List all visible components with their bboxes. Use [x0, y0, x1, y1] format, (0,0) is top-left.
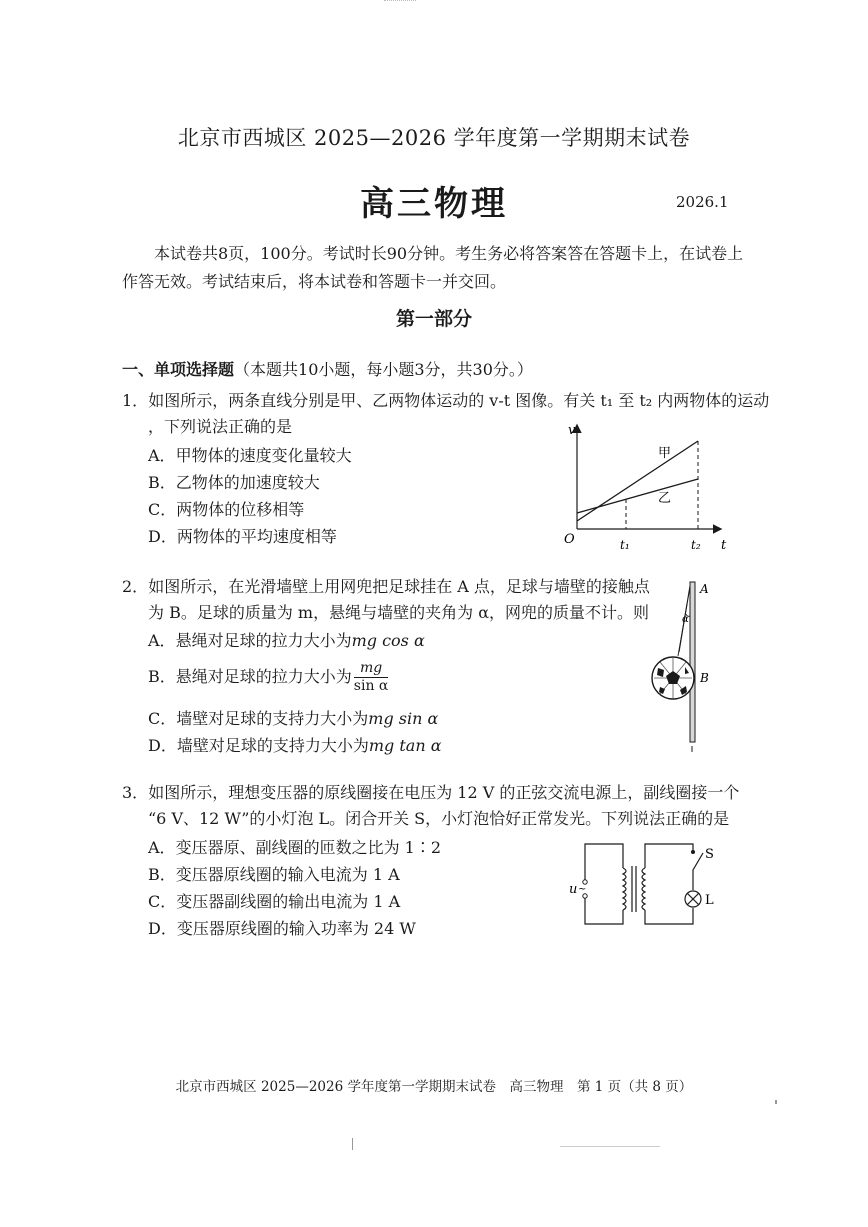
- option-text: 变压器副线圈的输出电流为 1 A: [176, 892, 401, 911]
- question-text: 如图所示，两条直线分别是甲、乙两物体运动的 v-t 图像。有关 t₁ 至 t₂ 内两物体的运动: [148, 391, 770, 410]
- option-text: 墙壁对足球的支持力大小为: [176, 709, 369, 728]
- option-label: D．: [148, 527, 177, 546]
- question-number: 3．: [122, 783, 149, 802]
- line-jia: [577, 441, 698, 521]
- alpha-label: α: [682, 614, 689, 625]
- scan-mark: [352, 1138, 353, 1150]
- question-2-stem: [122, 574, 650, 600]
- question-1-option-b: [148, 470, 320, 493]
- yi-label: 乙: [658, 491, 672, 506]
- switch-s: [693, 853, 703, 890]
- secondary-wire-top: [645, 844, 693, 868]
- net-line: [678, 604, 687, 656]
- question-3-option-c: [148, 889, 400, 912]
- ac-symbol: ~: [578, 884, 587, 895]
- option-text: 两物体的位移相等: [176, 500, 305, 519]
- question-3-stem: [122, 780, 739, 806]
- wall: [690, 582, 695, 742]
- option-text: 甲物体的速度变化量较大: [175, 446, 352, 465]
- source-u-label: u: [569, 882, 578, 897]
- question-1-option-a: [148, 443, 352, 466]
- scan-mark: [384, 0, 416, 2]
- exam-instructions: 本试卷共8页，100分。考试时长90分钟。考生务必将答案答在答题卡上，在试卷上作答无效。考试结束后，将本试卷和答题卡一并交回。: [122, 244, 744, 291]
- option-label: A．: [148, 838, 176, 857]
- option-label: B．: [148, 865, 176, 884]
- question-3-option-d: [148, 916, 416, 939]
- question-text: 如图所示，理想变压器的原线圈接在电压为 12 V 的正弦交流电源上，副线圈接一个: [148, 783, 740, 802]
- primary-wire-bottom: [585, 898, 623, 924]
- primary-coil: [623, 868, 626, 910]
- option-text: 乙物体的加速度较大: [175, 473, 320, 492]
- option-text: 两物体的平均速度相等: [176, 527, 337, 546]
- page-footer: 北京市西城区 2025—2026 学年度第一学期期末试卷 高三物理 第 1 页（共 8 页）: [175, 1079, 693, 1095]
- option-formula: mg cos α: [351, 631, 425, 650]
- option-label: C．: [148, 709, 177, 728]
- question-number: 1．: [122, 391, 149, 410]
- question-1-option-d: [148, 524, 337, 547]
- exam-title: 北京市西城区 2025—2026 学年度第一学期期末试卷: [177, 126, 691, 150]
- point-a-label: A: [700, 582, 709, 596]
- option-label: C．: [148, 500, 177, 519]
- switch-pivot: [691, 850, 695, 854]
- option-fraction: [354, 660, 389, 695]
- question-3-stem-cont: “6 V、12 W”的小灯泡 L。闭合开关 S，小灯泡恰好正常发光。下列说法正确的是: [148, 809, 730, 828]
- jia-label: 甲: [658, 446, 672, 461]
- option-label: D．: [148, 736, 177, 755]
- question-2-option-b: [148, 660, 388, 695]
- option-label: A．: [148, 631, 176, 650]
- option-label: C．: [148, 892, 177, 911]
- point-b-label: B: [700, 671, 709, 685]
- question-1-option-c: [148, 497, 304, 520]
- vt-graph-figure: [560, 418, 735, 558]
- question-2-option-a: [148, 628, 425, 651]
- secondary-wire-bottom: [645, 908, 693, 924]
- section-title: 一、单项选择题: [122, 360, 235, 379]
- question-2-option-d: [148, 733, 442, 756]
- section-heading: [122, 357, 533, 380]
- option-text: 悬绳对足球的拉力大小为: [175, 667, 352, 686]
- fraction-denominator: sin α: [353, 678, 389, 694]
- v-axis-label: v: [568, 423, 576, 438]
- secondary-coil: [642, 868, 645, 910]
- subject-title: 高三物理: [360, 184, 508, 224]
- question-2-stem-cont: 为 B。足球的质量为 m，悬绳与墙壁的夹角为 α，网兜的质量不计。则: [148, 603, 649, 622]
- fraction-numerator: mg: [354, 660, 389, 678]
- question-1-stem-cont: ，下列说法正确的是: [148, 417, 293, 436]
- question-number: 2．: [122, 577, 149, 596]
- section-note: （本题共10小题，每小题3分，共30分。）: [234, 360, 533, 379]
- line-yi: [577, 479, 698, 513]
- option-text: 墙壁对足球的支持力大小为: [176, 736, 369, 755]
- question-2-option-c: [148, 706, 438, 729]
- option-formula: mg tan α: [368, 736, 442, 755]
- transformer-circuit-figure: [565, 838, 735, 938]
- option-label: A．: [148, 446, 176, 465]
- question-text: 如图所示，在光滑墙壁上用网兜把足球挂在 A 点，足球与墙壁的接触点: [148, 577, 650, 596]
- origin-label: O: [564, 532, 575, 547]
- question-1-stem: [122, 388, 769, 414]
- football-wall-figure: [640, 574, 720, 754]
- bulb-l-label: L: [705, 893, 714, 908]
- part-title: 第一部分: [395, 308, 472, 330]
- option-formula: mg sin α: [368, 709, 439, 728]
- scan-mark: [775, 1100, 777, 1104]
- question-3-option-a: [148, 835, 441, 858]
- option-text: 变压器原、副线圈的匝数之比为 1∶2: [175, 838, 442, 857]
- option-label: B．: [148, 473, 176, 492]
- option-label: B．: [148, 667, 176, 686]
- option-text: 变压器原线圈的输入功率为 24 W: [176, 919, 416, 938]
- option-text: 变压器原线圈的输入电流为 1 A: [175, 865, 400, 884]
- primary-wire-top: [585, 844, 623, 880]
- question-3-option-b: [148, 862, 400, 885]
- t-axis-label: t: [721, 538, 727, 553]
- t1-label: t₁: [620, 538, 630, 552]
- exam-date: 2026.1: [676, 193, 729, 211]
- t2-label: t₂: [691, 538, 701, 552]
- switch-s-label: S: [705, 847, 714, 862]
- option-label: D．: [148, 919, 177, 938]
- scan-mark: [560, 1146, 660, 1147]
- option-text: 悬绳对足球的拉力大小为: [175, 631, 352, 650]
